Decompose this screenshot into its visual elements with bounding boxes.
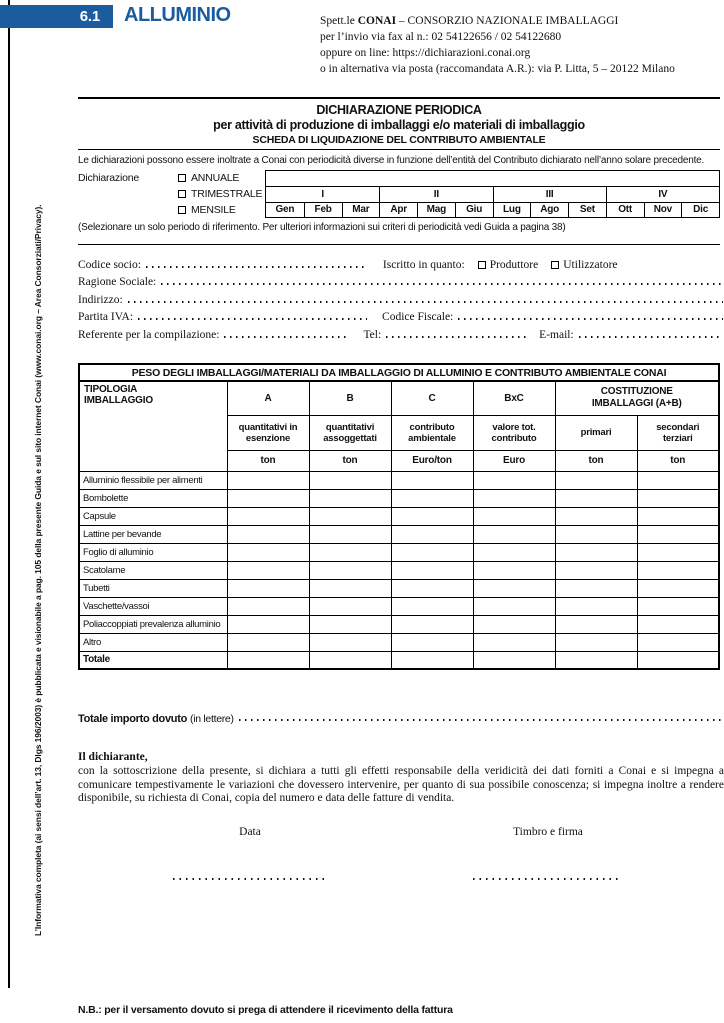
referente-label: Referente per la compilazione: [78,328,220,341]
row-label: Bombolette [79,489,227,507]
period-month-mag[interactable]: Mag [417,202,455,217]
table-row [79,507,719,525]
period-quarter-1[interactable]: I [266,186,379,201]
tel-input-line[interactable] [386,336,526,338]
value-cell[interactable] [637,579,719,597]
unit-ton-secondari: ton [637,450,719,471]
value-cell[interactable] [309,561,391,579]
value-cell[interactable] [473,615,555,633]
divider-fields [78,244,720,245]
value-cell[interactable] [391,579,473,597]
col-header-costituzione: COSTITUZIONE IMBALLAGGI (A+B) [555,381,719,415]
table-row [79,489,719,507]
value-cell[interactable] [637,651,719,669]
form-subtitle-2: SCHEDA DI LIQUIDAZIONE DEL CONTRIBUTO AMBIENTALE [252,134,546,146]
checkbox-mensile[interactable] [178,206,186,214]
value-cell[interactable] [555,543,637,561]
registry-fields [78,253,724,341]
date-label: Data [239,826,261,838]
section-number-badge: 6.1 [0,5,113,28]
checkbox-annuale[interactable] [178,174,186,182]
produttore-label: Produttore [489,258,539,271]
declaration-option-row [78,170,262,186]
value-cell[interactable] [309,471,391,489]
subheader-esenzione: quantitativi in esenzione [227,415,309,450]
checkbox-utilizzatore[interactable] [551,261,559,269]
row-label: Poliaccoppiati prevalenza alluminio [79,615,227,633]
codice-socio-input-line[interactable] [146,266,368,268]
partita-iva-label: Partita IVA: [78,311,134,323]
letterhead-line-3: oppure on line: https://dichiarazioni.conai.org [320,47,531,59]
value-cell[interactable] [227,633,309,651]
value-cell[interactable] [391,597,473,615]
row-label: Scatolame [79,561,227,579]
value-cell[interactable] [555,489,637,507]
stamp-signature-label: Timbro e firma [513,826,583,838]
table-row [79,561,719,579]
value-cell[interactable] [391,471,473,489]
table-title: PESO DEGLI IMBALLAGGI/MATERIALI DA IMBALLAGGIO DI ALLUMINIO E CONTRIBUTO AMBIENTALE CONAI [79,364,719,381]
row-label: Altro [79,633,227,651]
col-header-c: C [391,381,473,415]
col-header-a: A [227,381,309,415]
period-month-lug[interactable]: Lug [493,202,531,217]
value-cell[interactable] [391,651,473,669]
email-label: E-mail: [539,328,574,341]
option-annuale-label: ANNUALE [191,172,240,184]
nb-footer-note: N.B.: per il versamento dovuto si prega di attendere il ricevimento della fattura [78,1004,453,1016]
referente-input-line[interactable] [224,336,348,338]
codice-fiscale-input-line[interactable] [458,318,723,320]
table-row [79,525,719,543]
subheader-primari: primari [555,415,637,450]
period-month-giu[interactable]: Giu [455,202,493,217]
value-cell[interactable] [473,543,555,561]
privacy-sidebar-note: L’Informativa completa (ai sensi dell’art. 13, Dlgs 196/2003) è pubblicata e visionabile a pag. 105 della presente Guida e sul sito internet Conai (www.conai.org – Area Consorziati/Privacy). [33,204,43,936]
field-row [78,306,724,324]
form-title-block [78,103,720,147]
value-cell[interactable] [637,597,719,615]
row-label: Capsule [79,507,227,525]
checkbox-produttore[interactable] [478,261,486,269]
value-cell[interactable] [227,471,309,489]
value-cell[interactable] [391,525,473,543]
unit-euro: Euro [473,450,555,471]
table-row-total [79,651,719,669]
value-cell[interactable] [309,615,391,633]
table-row [79,615,719,633]
unit-ton-b: ton [309,450,391,471]
value-cell[interactable] [473,633,555,651]
declaration-option-row [178,186,262,202]
value-cell[interactable] [309,633,391,651]
produttore-option [478,259,539,271]
field-row [78,323,724,341]
period-month-apr[interactable]: Apr [379,202,417,217]
value-cell[interactable] [391,633,473,651]
row-label: Alluminio flessibile per alimenti [79,471,227,489]
value-cell[interactable] [473,651,555,669]
table-row [79,633,719,651]
field-row [78,271,724,289]
col-header-b: B [309,381,391,415]
row-label: Tubetti [79,579,227,597]
letterhead-line-4: o in alternativa via posta (raccomandata A.R.): via P. Litta, 5 – 20122 Milano [320,63,675,75]
value-cell[interactable] [473,579,555,597]
typology-header: TIPOLOGIA IMBALLAGGIO [79,381,227,471]
option-mensile-label: MENSILE [191,204,236,216]
value-cell[interactable] [309,597,391,615]
declaration-label: Dichiarazione [78,172,140,184]
totale-importo-label: Totale importo dovuto [78,713,187,725]
periodicity-intro: Le dichiarazioni possono essere inoltrate a Conai con periodicità diverse in funzione dell’entità del Contributo dichiarato nell’anno solare precedente. [78,155,705,166]
field-row [78,253,724,271]
conai-letterhead [320,13,724,77]
value-cell[interactable] [555,615,637,633]
period-quarter-2[interactable]: II [379,186,492,201]
partita-iva-input-line[interactable] [138,318,367,320]
indirizzo-label: Indirizzo: [78,293,123,306]
value-cell[interactable] [555,651,637,669]
period-month-ott[interactable]: Ott [606,202,644,217]
value-cell[interactable] [637,471,719,489]
declaration-type-selector [78,170,262,218]
value-cell[interactable] [637,507,719,525]
value-cell[interactable] [309,651,391,669]
date-input-line[interactable] [173,878,328,880]
totale-importo-sublabel: (in lettere) [190,713,234,725]
utilizzatore-label: Utilizzatore [563,258,618,271]
value-cell[interactable] [555,579,637,597]
value-cell[interactable] [227,651,309,669]
value-cell[interactable] [227,615,309,633]
value-cell[interactable] [309,579,391,597]
table-body [79,471,719,669]
letterhead-line-1: Spett.le CONAI – CONSORZIO NAZIONALE IMBALLAGGI [320,15,619,27]
value-cell[interactable] [391,615,473,633]
ragione-sociale-label: Ragione Sociale: [78,276,157,288]
value-cell[interactable] [309,525,391,543]
totale-importo-row [78,711,724,725]
value-cell[interactable] [555,525,637,543]
value-cell[interactable] [309,543,391,561]
declaration-option-row [178,202,262,218]
page-title: ALLUMINIO [124,4,231,26]
table-row [79,597,719,615]
value-cell[interactable] [391,507,473,525]
divider-top [78,97,720,99]
form-subtitle: per attività di produzione di imballaggi e/o materiali di imballaggio [213,118,585,132]
stamp-signature-input-line[interactable] [473,878,620,880]
period-month-feb[interactable]: Feb [304,202,342,217]
option-trimestrale-label: TRIMESTRALE [191,188,263,200]
left-edge-rule [8,0,10,988]
value-cell[interactable] [555,471,637,489]
tel-label: Tel: [363,328,382,341]
period-month-ago[interactable]: Ago [530,202,568,217]
period-month-mar[interactable]: Mar [342,202,380,217]
value-cell[interactable] [391,543,473,561]
value-cell[interactable] [473,471,555,489]
value-cell[interactable] [637,615,719,633]
value-cell[interactable] [473,489,555,507]
period-quarter-4[interactable]: IV [606,186,719,201]
declarant-heading: Il dichiarante, [78,751,148,763]
iscritto-label: Iscritto in quanto: [382,258,465,271]
codice-socio-label: Codice socio: [78,258,141,271]
value-cell[interactable] [227,597,309,615]
period-month-gen[interactable]: Gen [266,202,304,217]
value-cell[interactable] [473,597,555,615]
period-selection-note: (Selezionare un solo periodo di riferimento. Per ulteriori informazioni sui criteri di periodicità vedi Guida a pagina 38) [78,222,566,233]
divider-title [78,149,720,150]
table-row [79,471,719,489]
col-header-bxc: BxC [473,381,555,415]
utilizzatore-option [551,259,617,271]
value-cell[interactable] [555,633,637,651]
email-input-line[interactable] [579,336,723,338]
field-row [78,288,724,306]
row-label: Vaschette/vassoi [79,597,227,615]
form-title: DICHIARAZIONE PERIODICA [316,103,482,117]
value-cell[interactable] [227,507,309,525]
unit-ton-a: ton [227,450,309,471]
value-cell[interactable] [473,561,555,579]
period-month-dic[interactable]: Dic [681,202,719,217]
value-cell[interactable] [227,543,309,561]
value-cell[interactable] [555,597,637,615]
declarant-statement: con la sottoscrizione della presente, si dichiara a tutti gli effetti responsabile della veridicità dei dati forniti a Conai e si impegna a comunicare tempestivamente le variazioni che dovessero intervenire, per quanto di sua possibile conoscenza; si impegna inoltre a rendere disponibile, su richiesta di Conai, copia del numero e data delle fatture di vendita. [78,765,724,804]
value-cell[interactable] [391,561,473,579]
period-month-set[interactable]: Set [568,202,606,217]
subheader-contributo: contributo ambientale [391,415,473,450]
table-row [79,543,719,561]
totale-importo-input-line[interactable] [239,719,723,721]
period-annual-cell[interactable] [266,171,719,186]
codice-fiscale-label: Codice Fiscale: [382,311,454,323]
value-cell[interactable] [391,489,473,507]
subheader-assoggettati: quantitativi assoggettati [309,415,391,450]
value-cell[interactable] [227,561,309,579]
value-cell[interactable] [309,507,391,525]
subheader-valore-tot: valore tot. contributo [473,415,555,450]
value-cell[interactable] [227,489,309,507]
value-cell[interactable] [309,489,391,507]
value-cell[interactable] [227,579,309,597]
value-cell[interactable] [555,507,637,525]
indirizzo-input-line[interactable] [128,301,723,303]
unit-ton-primari: ton [555,450,637,471]
unit-euro-ton: Euro/ton [391,450,473,471]
subheader-secondari: secondari terziari [637,415,719,450]
period-table [265,170,720,218]
contribution-table [78,363,720,670]
value-cell[interactable] [473,525,555,543]
row-label: Totale [79,651,227,669]
row-label: Foglio di alluminio [79,543,227,561]
table-row [79,579,719,597]
value-cell[interactable] [637,633,719,651]
value-cell[interactable] [637,543,719,561]
ragione-sociale-input-line[interactable] [161,283,723,285]
value-cell[interactable] [637,489,719,507]
value-cell[interactable] [555,561,637,579]
period-month-nov[interactable]: Nov [644,202,682,217]
period-quarter-3[interactable]: III [493,186,606,201]
letterhead-line-2: per l’invio via fax al n.: 02 54122656 / 02 54122680 [320,31,562,43]
value-cell[interactable] [637,561,719,579]
value-cell[interactable] [637,525,719,543]
checkbox-trimestrale[interactable] [178,190,186,198]
value-cell[interactable] [227,525,309,543]
value-cell[interactable] [473,507,555,525]
row-label: Lattine per bevande [79,525,227,543]
